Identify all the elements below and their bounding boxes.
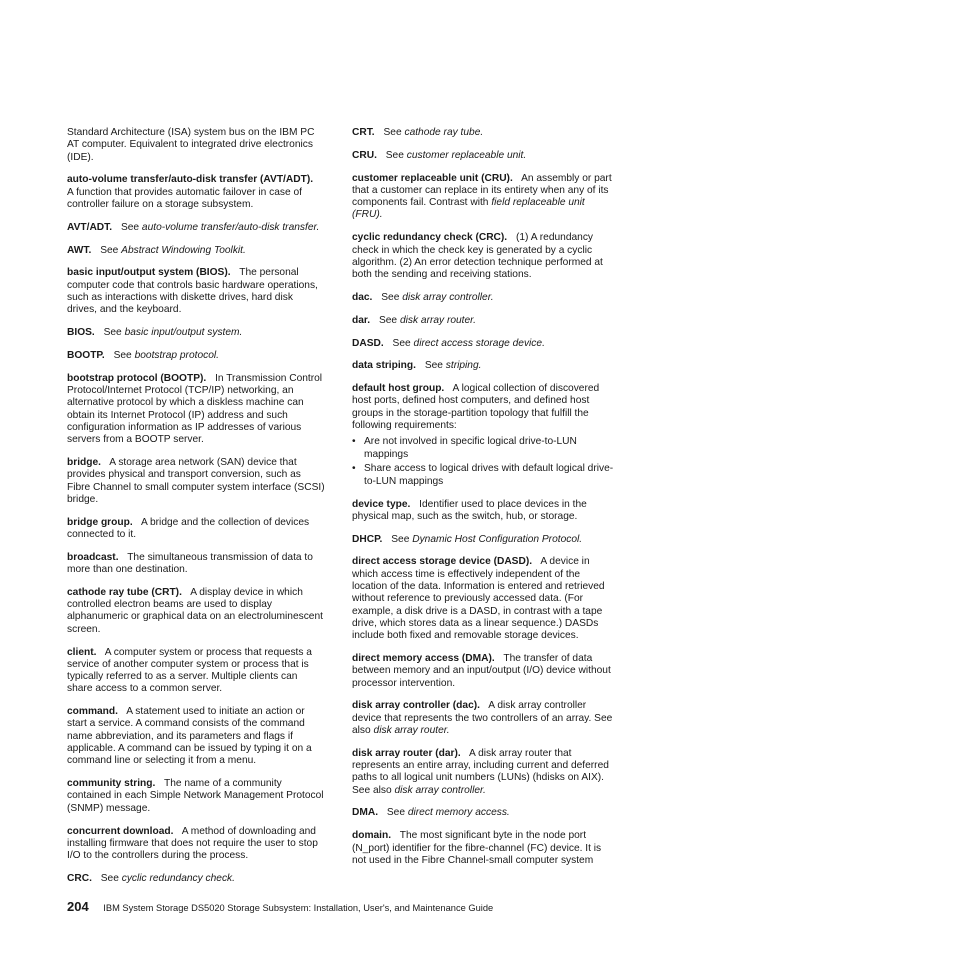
term: community string. <box>67 778 156 790</box>
definition: The most significant byte in the node port (N_port) identifier for the fibre-channel (FC) device. It is not used in the Fibre Channel-small computer system <box>352 830 602 866</box>
term: bootstrap protocol (BOOTP). <box>67 372 207 384</box>
term: CRU. <box>352 149 377 161</box>
see-label: See <box>103 327 122 339</box>
glossary-entry-bios-long <box>67 267 325 316</box>
right-column <box>352 127 614 878</box>
term: default host group. <box>352 383 445 395</box>
see-label: See <box>113 349 132 361</box>
definition: Identifier used to place devices in the physical map, such as the switch, hub, or storage. <box>352 498 587 522</box>
definition: A disk array controller device that represents the two controllers of an array. See also <box>352 700 613 736</box>
term: dac. <box>352 291 373 303</box>
page-number: 204 <box>67 899 89 914</box>
definition: A method of downloading and installing firmware that does not require the user to stop I/O to the controllers during the process. <box>67 825 318 862</box>
cross-reference: customer replaceable unit. <box>406 149 527 161</box>
see-label: See <box>392 337 411 349</box>
term: auto-volume transfer/auto-disk transfer (AVT/ADT). <box>67 174 314 186</box>
glossary-entry-avt-adt <box>67 174 325 211</box>
definition: A logical collection of discovered host ports, defined host computers, and defined host groups in the storage-partition topology that fulfill the following requirements: <box>352 383 600 432</box>
glossary-entry-cyclic-redundancy-check <box>352 232 614 281</box>
term: CRT. <box>352 127 375 138</box>
glossary-entry-dhcp <box>352 534 614 546</box>
glossary-entry-bootp <box>67 350 325 362</box>
cross-reference: basic input/output system. <box>124 327 243 339</box>
term: DASD. <box>352 337 384 349</box>
definition: A device in which access time is effectively independent of the location of the data. Information is entered and retrieved without reference to previously accessed data. (For example, a disk drive is a DASD, in contrast with a tape drive, which stores data as a linear sequence.) DASDs include both fixed and removable storage devices. <box>352 556 605 642</box>
term: bridge group. <box>67 516 133 528</box>
see-label: See <box>424 360 443 372</box>
term: cathode ray tube (CRT). <box>67 586 182 598</box>
definition: (1) A redundancy check in which the check key is generated by a cyclic algorithm. (2) An error detection technique performed at both the sending and receiving stations. <box>352 232 603 281</box>
cross-reference: disk array controller. <box>394 784 486 796</box>
glossary-entry-cru <box>352 150 614 162</box>
glossary-entry-client <box>67 647 325 696</box>
term: disk array router (dar). <box>352 747 461 759</box>
glossary-entry-data-striping <box>352 360 614 372</box>
glossary-entry-direct-access-storage-device <box>352 556 614 642</box>
bullet-icon: • <box>352 436 356 448</box>
term: basic input/output system (BIOS). <box>67 267 231 279</box>
term: command. <box>67 706 118 718</box>
definition: The simultaneous transmission of data to more than one destination. <box>67 551 313 576</box>
list-item <box>352 436 614 461</box>
term: concurrent download. <box>67 825 174 837</box>
glossary-entry-device-type <box>352 499 614 524</box>
term: domain. <box>352 830 392 842</box>
page-footer <box>67 899 493 914</box>
glossary-entry-dma <box>352 807 614 819</box>
definition: The transfer of data between memory and an input/output (I/O) device without processor intervention. <box>352 653 611 689</box>
see-label: See <box>391 533 410 545</box>
term: bridge. <box>67 456 101 468</box>
glossary-entry-bridge <box>67 457 325 506</box>
term: cyclic redundancy check (CRC). <box>352 232 508 244</box>
definition: A function that provides automatic failover in case of controller failure on a storage subsystem. <box>67 186 303 210</box>
see-label: See <box>100 244 119 256</box>
glossary-entry-domain <box>352 830 614 867</box>
see-label: See <box>383 127 402 138</box>
cross-reference: striping. <box>445 360 482 372</box>
cross-reference: Dynamic Host Configuration Protocol. <box>412 533 583 545</box>
term: AWT. <box>67 244 92 256</box>
glossary-entry-bios <box>67 327 325 339</box>
glossary-entry-community-string <box>67 778 325 815</box>
cross-reference: field replaceable unit (FRU). <box>352 197 585 221</box>
term: DMA. <box>352 807 379 819</box>
term: disk array controller (dac). <box>352 700 480 712</box>
footer-title: IBM System Storage DS5020 Storage Subsystem: Installation, User's, and Maintenance Guide <box>103 903 494 913</box>
glossary-entry-dasd <box>352 338 614 350</box>
term: BOOTP. <box>67 349 105 361</box>
term: CRC. <box>67 872 92 884</box>
glossary-entry-disk-array-controller <box>352 700 614 737</box>
glossary-entry-customer-replaceable-unit <box>352 173 614 222</box>
glossary-entry-bootstrap-protocol <box>67 373 325 447</box>
cross-reference: direct access storage device. <box>413 337 545 349</box>
see-label: See <box>385 149 404 161</box>
glossary-entry-crc <box>67 873 325 885</box>
glossary-entry-concurrent-download <box>67 826 325 863</box>
term: AVT/ADT. <box>67 221 113 233</box>
glossary-entry-cathode-ray-tube <box>67 587 325 636</box>
definition: A disk array router that represents an entire array, including current and deferred paths to all logical unit numbers (LUNs) (hdisks on AIX). See also <box>352 747 609 796</box>
definition: A computer system or process that requests a service of another computer system or process that is typically referred to as a server. Multiple clients can share access to a common server. <box>67 646 312 695</box>
definition: A storage area network (SAN) device that provides physical and transport conversion, such as Fibre Channel to small computer system interface (SCSI) bridge. <box>67 456 325 505</box>
definition: An assembly or part that a customer can replace in its entirety when any of its components fail. Contrast with <box>352 172 612 209</box>
term: customer replaceable unit (CRU). <box>352 172 513 184</box>
cross-reference: disk array controller. <box>402 291 494 303</box>
list-item-text: Are not involved in specific logical drive-to-LUN mappings <box>364 436 577 460</box>
definition: A bridge and the collection of devices connected to it. <box>67 516 310 540</box>
glossary-entry-direct-memory-access <box>352 653 614 690</box>
definition: The name of a community contained in each Simple Network Management Protocol (SNMP) message. <box>67 778 324 814</box>
list-item <box>352 463 614 488</box>
bullet-icon: • <box>352 463 356 475</box>
cross-reference: cyclic redundancy check. <box>121 872 235 884</box>
term: data striping. <box>352 360 416 372</box>
cross-reference: cathode ray tube. <box>404 127 484 138</box>
cross-reference: direct memory access. <box>407 807 510 819</box>
glossary-entry-dar <box>352 315 614 327</box>
see-label: See <box>378 314 398 326</box>
see-label: See <box>386 807 406 819</box>
cross-reference: auto-volume transfer/auto-disk transfer. <box>141 221 320 233</box>
term: client. <box>67 646 97 658</box>
term: BIOS. <box>67 327 95 339</box>
glossary-entry-broadcast <box>67 552 325 577</box>
term: DHCP. <box>352 533 383 545</box>
cross-reference: bootstrap protocol. <box>134 349 219 361</box>
cross-reference: disk array router. <box>373 724 450 736</box>
left-column <box>67 127 325 896</box>
glossary-entry-command <box>67 706 325 767</box>
definition: A display device in which controlled electron beams are used to display alphanumeric or graphical data on an electroluminescent screen. <box>67 586 323 635</box>
requirements-list <box>352 436 614 488</box>
glossary-entry-crt <box>352 127 614 139</box>
see-label: See <box>381 291 400 303</box>
term: device type. <box>352 498 411 510</box>
glossary-entry-bridge-group <box>67 517 325 542</box>
glossary-entry-dac <box>352 292 614 304</box>
cross-reference: disk array router. <box>399 314 477 326</box>
cross-reference: Abstract Windowing Toolkit. <box>121 244 246 256</box>
term: broadcast. <box>67 551 119 563</box>
glossary-entry-avt-adt-short <box>67 222 325 234</box>
intro-text: Standard Architecture (ISA) system bus on the IBM PC AT computer. Equivalent to integrated drive electronics (IDE). <box>67 127 315 163</box>
see-label: See <box>120 221 140 233</box>
term: direct memory access (DMA). <box>352 653 495 664</box>
definition: A statement used to initiate an action or start a service. A command consists of the command name abbreviation, and its parameters and flags if applicable. A command can be issued by typing it on a command line or selecting it from a menu. <box>67 706 312 767</box>
definition: The personal computer code that controls basic hardware operations, such as interactions with diskette drives, hard disk drives, and the keyboard. <box>67 267 318 316</box>
see-label: See <box>100 872 119 884</box>
glossary-entry-default-host-group <box>352 383 614 432</box>
definition: In Transmission Control Protocol/Internet Protocol (TCP/IP) networking, an alternative protocol by which a diskless machine can obtain its Internet Protocol (IP) address and such configuration information as IP addresses of various servers from a BOOTP server. <box>67 372 323 446</box>
glossary-entry-awt <box>67 245 325 257</box>
glossary-entry-disk-array-router <box>352 748 614 797</box>
list-item-text: Share access to logical drives with default logical drive-to-LUN mappings <box>364 463 614 487</box>
term: direct access storage device (DASD). <box>352 556 533 568</box>
term: dar. <box>352 314 371 326</box>
